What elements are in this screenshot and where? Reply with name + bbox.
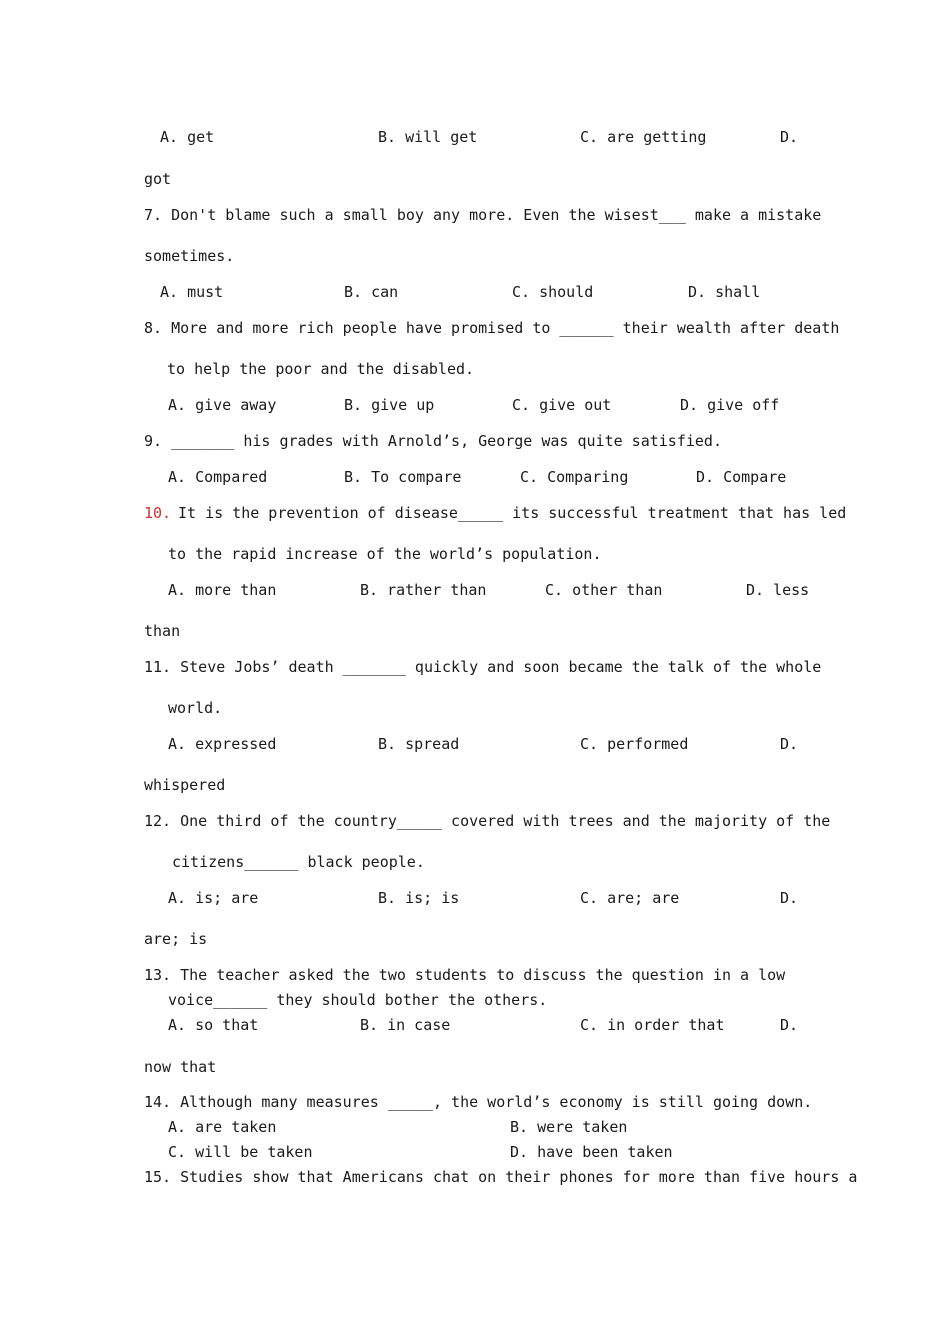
q7-stem-line1: 7. Don't blame such a small boy any more. Even the wisest___ make a mistake	[144, 206, 822, 224]
q10-option-d-text: than	[144, 622, 181, 640]
q11-stem-line1: 11. Steve Jobs’ death _______ quickly and soon became the talk of the whole	[144, 658, 822, 676]
q14-option-b: B. were taken	[510, 1118, 628, 1136]
q6-option-d-text: got	[144, 170, 172, 188]
q10-number: 10.	[144, 504, 172, 522]
q8-stem-line2: to help the poor and the disabled.	[167, 360, 475, 378]
q9-stem: 9. _______ his grades with Arnold’s, George was quite satisfied.	[144, 432, 722, 450]
q6-option-b: B. will get	[378, 128, 478, 146]
q11-stem-line2: world.	[168, 699, 223, 717]
q10-option-b: B. rather than	[360, 581, 487, 599]
q6-option-d: D.	[780, 128, 799, 146]
q11-option-a: A. expressed	[168, 735, 277, 753]
q12-option-d-text: are; is	[144, 930, 208, 948]
q11-option-c: C. performed	[580, 735, 689, 753]
q13-option-d-text: now that	[144, 1058, 217, 1076]
q12-stem-line2: citizens______ black people.	[172, 853, 425, 871]
q8-stem-line1: 8. More and more rich people have promised to ______ their wealth after death	[144, 319, 840, 337]
q11-option-d-text: whispered	[144, 776, 226, 794]
q8-option-c: C. give out	[512, 396, 612, 414]
q11-option-b: B. spread	[378, 735, 460, 753]
q12-option-c: C. are; are	[580, 889, 680, 907]
q13-stem-line1: 13. The teacher asked the two students to discuss the question in a low	[144, 966, 786, 984]
q6-option-c: C. are getting	[580, 128, 707, 146]
q9-option-a: A. Compared	[168, 468, 268, 486]
q12-stem-line1: 12. One third of the country_____ covered with trees and the majority of the	[144, 812, 831, 830]
q9-option-d: D. Compare	[696, 468, 787, 486]
q7-stem-line2: sometimes.	[144, 247, 235, 265]
q11-option-d: D.	[780, 735, 799, 753]
q8-option-d: D. give off	[680, 396, 780, 414]
q9-option-b: B. To compare	[344, 468, 462, 486]
q7-option-d: D. shall	[688, 283, 761, 301]
q10-stem-line1: It is the prevention of disease_____ its successful treatment that has led	[178, 504, 847, 522]
q14-option-c: C. will be taken	[168, 1143, 313, 1161]
q7-option-a: A. must	[160, 283, 224, 301]
q15-stem-line1: 15. Studies show that Americans chat on their phones for more than five hours a	[144, 1168, 858, 1186]
q12-option-b: B. is; is	[378, 889, 460, 907]
q9-option-c: C. Comparing	[520, 468, 629, 486]
q10-option-d: D. less	[746, 581, 810, 599]
q6-option-a: A. get	[160, 128, 215, 146]
q14-stem: 14. Although many measures _____, the world’s economy is still going down.	[144, 1093, 813, 1111]
q13-option-a: A. so that	[168, 1016, 259, 1034]
q10-option-c: C. other than	[545, 581, 663, 599]
q14-option-d: D. have been taken	[510, 1143, 673, 1161]
q12-option-d: D.	[780, 889, 799, 907]
q10-stem-line2: to the rapid increase of the world’s population.	[168, 545, 602, 563]
q7-option-c: C. should	[512, 283, 594, 301]
q7-option-b: B. can	[344, 283, 399, 301]
q13-option-d: D.	[780, 1016, 799, 1034]
q14-option-a: A. are taken	[168, 1118, 277, 1136]
q8-option-b: B. give up	[344, 396, 435, 414]
q10-option-a: A. more than	[168, 581, 277, 599]
q13-option-b: B. in case	[360, 1016, 451, 1034]
q13-option-c: C. in order that	[580, 1016, 725, 1034]
q8-option-a: A. give away	[168, 396, 277, 414]
q13-stem-line2: voice______ they should bother the others.	[168, 991, 548, 1009]
q12-option-a: A. is; are	[168, 889, 259, 907]
